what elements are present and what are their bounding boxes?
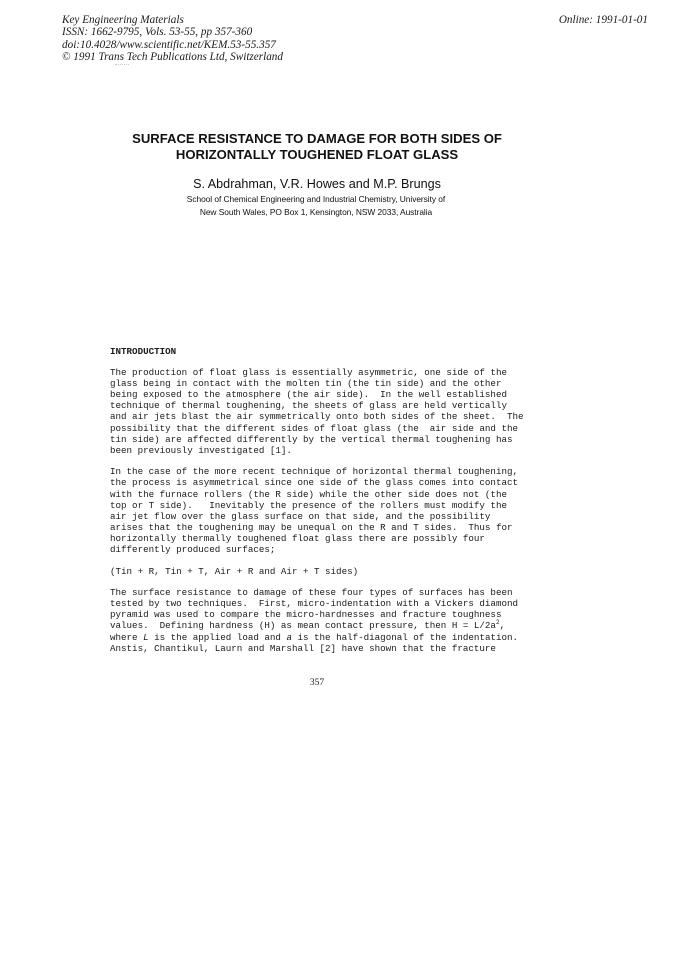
text-line: technique of thermal toughening, the sheets of glass are held vertically [110, 400, 507, 412]
title-line-2: HORIZONTALLY TOUGHENED FLOAT GLASS [175, 147, 459, 162]
text-line: being exposed to the atmosphere (the air side). In the well established [110, 389, 507, 401]
text-line: glass being in contact with the molten tin (the tin side) and the other [110, 378, 502, 390]
formula-superscript: 2 [495, 619, 500, 627]
variable-half-diagonal: a [286, 631, 292, 643]
text-line: horizontally thermally toughened float glass there are possibly four [110, 532, 485, 544]
text-line: air jet flow over the glass surface on that side, and the possibility [110, 510, 491, 522]
online-date: Online: 1991-01-01 [558, 14, 648, 26]
paragraph-surface-types [110, 566, 550, 577]
text-line: tested by two techniques. First, micro-indentation with a Vickers diamond [110, 598, 518, 610]
text-line: Anstis, Chantikul, Laurn and Marshall [2] have shown that the fracture [110, 642, 496, 654]
text-line: pyramid was used to compare the micro-hardnesses and fracture toughness [110, 609, 502, 621]
copyright-line: © 1991 Trans Tech Publications Ltd, Switzerland [62, 51, 283, 64]
journal-name: Key Engineering Materials [62, 14, 184, 26]
article-body [110, 346, 550, 664]
where-prefix: where [110, 631, 144, 643]
text-line: In the case of the more recent technique of horizontal thermal toughening, [110, 466, 518, 478]
author-affiliation [0, 193, 632, 218]
text-line: (Tin + R, Tin + T, Air + R and Air + T sides) [110, 565, 359, 577]
text-line: top or T side). Inevitably the presence of the rollers must modify the [110, 499, 507, 511]
paragraph-1 [110, 367, 550, 456]
paragraph-3 [110, 587, 550, 654]
formula-text: values. Defining hardness (H) as mean contact pressure, then H = L/2a [110, 620, 496, 632]
text-line: The production of float glass is essentially asymmetric, one side of the [110, 367, 507, 379]
scan-artifact [115, 64, 129, 67]
where-suffix: is the half-diagonal of the indentation. [291, 631, 519, 643]
title-line-1: SURFACE RESISTANCE TO DAMAGE FOR BOTH SIDES OF [132, 131, 502, 146]
article-title [0, 131, 634, 163]
formula-suffix: , [499, 620, 506, 632]
text-line: and air jets blast the air symmetrically onto both sides of the sheet. The [110, 411, 524, 423]
variable-load: L [143, 631, 149, 643]
paragraph-2 [110, 466, 550, 555]
text-line: differently produced surfaces; [110, 544, 276, 555]
text-line-formula [110, 620, 550, 631]
text-line: possibility that the different sides of float glass (the air side and the [110, 422, 518, 434]
section-heading-introduction: INTRODUCTION [110, 346, 177, 357]
issn-line: ISSN: 1662-9795, Vols. 53-55, pp 357-360 [62, 26, 253, 39]
text-line: tin side) are affected differently by the vertical thermal toughening has [110, 433, 513, 445]
text-line-where [110, 632, 550, 643]
author-list: S. Abdrahman, V.R. Howes and M.P. Brungs [193, 177, 441, 191]
affiliation-line-1: School of Chemical Engineering and Industrial Chemistry, University of [186, 194, 446, 204]
affiliation-line-2: New South Wales, PO Box 1, Kensington, NSW 2033, Australia [199, 206, 433, 217]
text-line: The surface resistance to damage of these four types of surfaces has been [110, 587, 513, 599]
page-number: 357 [309, 678, 325, 688]
where-middle: is the applied load and [148, 631, 287, 643]
text-line: with the furnace rollers (the R side) while the other side does not (the [110, 488, 507, 500]
text-line: been previously investigated [1]. [110, 444, 292, 456]
doi-line: doi:10.4028/www.scientific.net/KEM.53-55.357 [62, 38, 276, 51]
journal-citation-header [62, 14, 283, 64]
text-line: the process is asymmetrical since one side of the glass comes into contact [110, 477, 518, 489]
text-line: arises that the toughening may be unequal on the R and T sides. Thus for [110, 521, 513, 533]
